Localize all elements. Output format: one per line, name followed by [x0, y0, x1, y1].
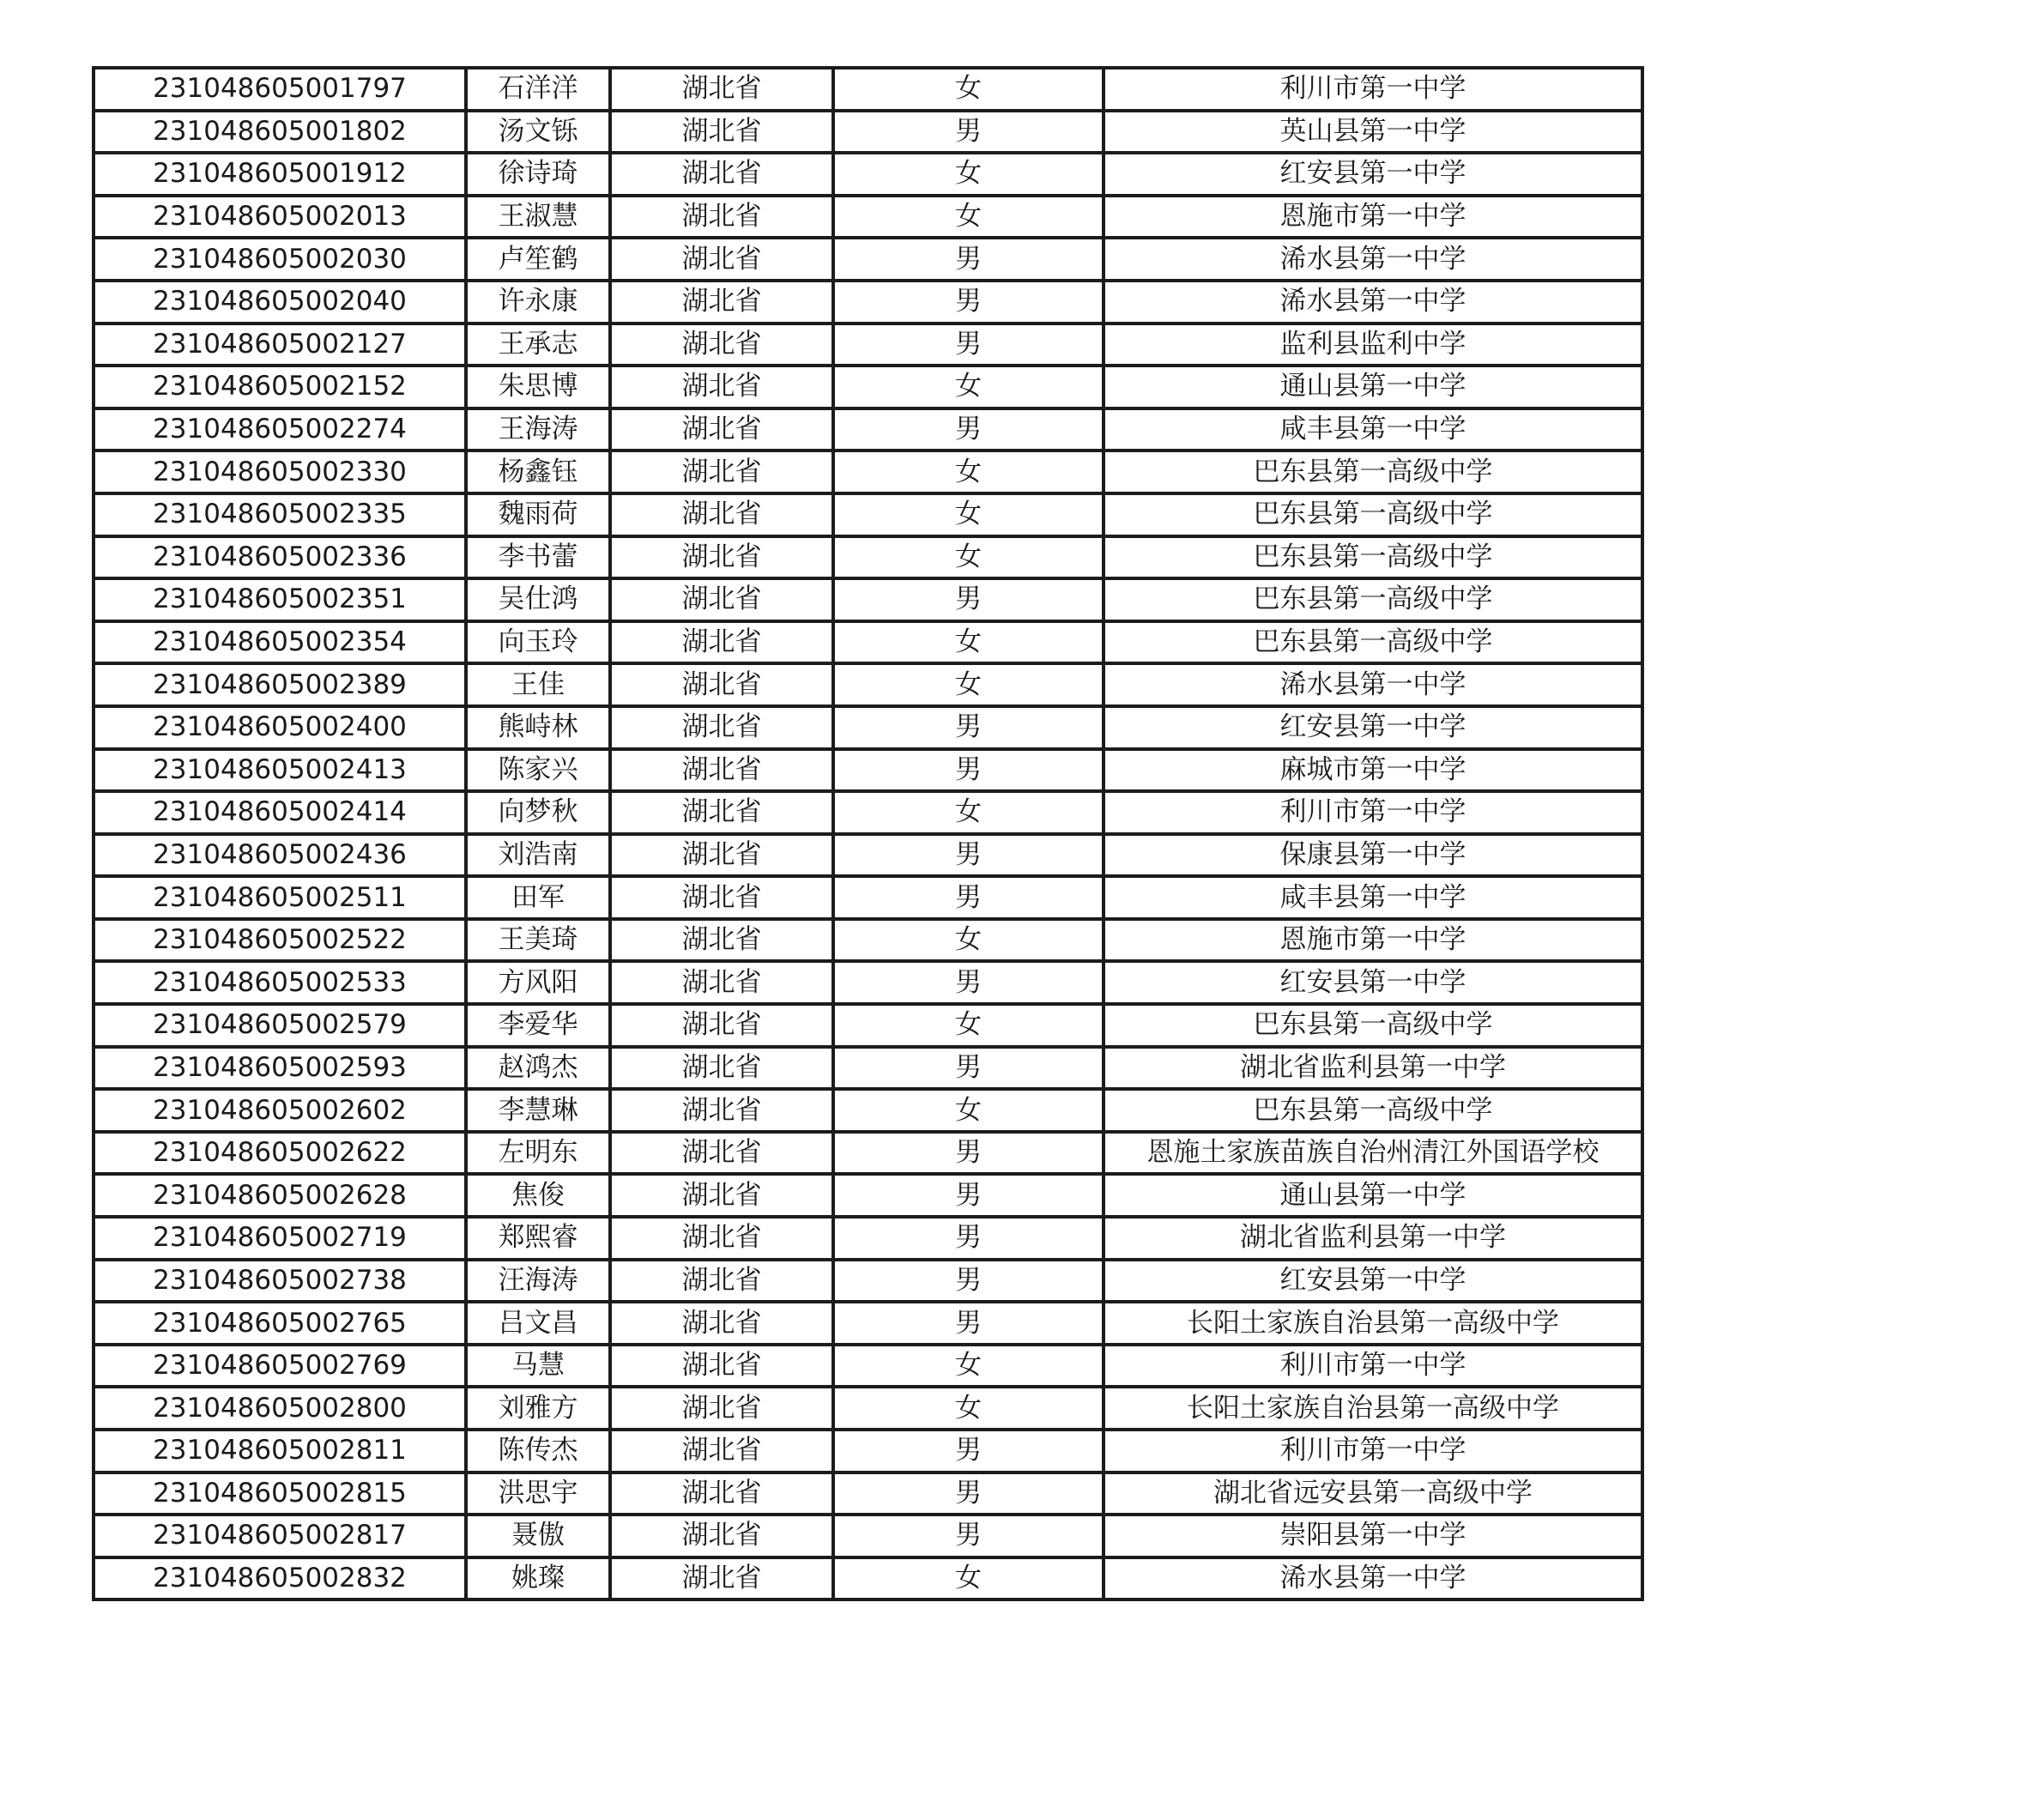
province-cell: 湖北省 [610, 451, 833, 493]
school-cell: 咸丰县第一中学 [1104, 876, 1642, 919]
gender-cell: 男 [833, 1174, 1104, 1217]
school-cell: 红安县第一中学 [1104, 706, 1642, 749]
candidate-id-cell: 231048605002400 [94, 706, 466, 749]
name-cell: 焦俊 [466, 1174, 610, 1217]
province-cell: 湖北省 [610, 1132, 833, 1175]
candidate-id-cell: 231048605002769 [94, 1345, 466, 1388]
candidate-id-cell: 231048605002330 [94, 451, 466, 493]
gender-cell: 女 [833, 919, 1104, 962]
table-row [94, 1217, 1642, 1260]
candidate-id-cell: 231048605002719 [94, 1217, 466, 1260]
province-cell: 湖北省 [610, 578, 833, 621]
table-row [94, 1515, 1642, 1557]
candidate-id-cell: 231048605002351 [94, 578, 466, 621]
province-cell: 湖北省 [610, 153, 833, 196]
province-cell: 湖北省 [610, 961, 833, 1004]
school-cell: 崇阳县第一中学 [1104, 1515, 1642, 1557]
province-cell: 湖北省 [610, 1089, 833, 1132]
table-row [94, 408, 1642, 451]
province-cell: 湖北省 [610, 324, 833, 366]
candidate-id-cell: 231048605002622 [94, 1132, 466, 1175]
school-cell: 浠水县第一中学 [1104, 281, 1642, 324]
name-cell: 吴仕鸿 [466, 578, 610, 621]
province-cell: 湖北省 [610, 1004, 833, 1047]
school-cell: 湖北省监利县第一中学 [1104, 1217, 1642, 1260]
province-cell: 湖北省 [610, 1217, 833, 1260]
school-cell: 湖北省远安县第一高级中学 [1104, 1472, 1642, 1515]
school-cell: 巴东县第一高级中学 [1104, 1004, 1642, 1047]
candidate-id-cell: 231048605002030 [94, 238, 466, 281]
name-cell: 王淑慧 [466, 196, 610, 239]
school-cell: 巴东县第一高级中学 [1104, 1089, 1642, 1132]
province-cell: 湖北省 [610, 1302, 833, 1345]
school-cell: 利川市第一中学 [1104, 1430, 1642, 1472]
province-cell: 湖北省 [610, 238, 833, 281]
school-cell: 咸丰县第一中学 [1104, 408, 1642, 451]
name-cell: 王佳 [466, 663, 610, 706]
province-cell: 湖北省 [610, 663, 833, 706]
table-row [94, 961, 1642, 1004]
gender-cell: 男 [833, 238, 1104, 281]
table-row [94, 621, 1642, 664]
school-cell: 恩施市第一中学 [1104, 919, 1642, 962]
school-cell: 长阳土家族自治县第一高级中学 [1104, 1302, 1642, 1345]
province-cell: 湖北省 [610, 1174, 833, 1217]
candidate-id-cell: 231048605002522 [94, 919, 466, 962]
province-cell: 湖北省 [610, 1472, 833, 1515]
gender-cell: 男 [833, 876, 1104, 919]
school-cell: 利川市第一中学 [1104, 1345, 1642, 1388]
province-cell: 湖北省 [610, 111, 833, 154]
school-cell: 长阳土家族自治县第一高级中学 [1104, 1387, 1642, 1430]
gender-cell: 女 [833, 153, 1104, 196]
table-row [94, 493, 1642, 536]
school-cell: 巴东县第一高级中学 [1104, 493, 1642, 536]
table-row [94, 1089, 1642, 1132]
name-cell: 郑熙睿 [466, 1217, 610, 1260]
candidate-id-cell: 231048605002800 [94, 1387, 466, 1430]
candidate-id-cell: 231048605002533 [94, 961, 466, 1004]
province-cell: 湖北省 [610, 1515, 833, 1557]
name-cell: 姚璨 [466, 1557, 610, 1600]
gender-cell: 女 [833, 663, 1104, 706]
province-cell: 湖北省 [610, 706, 833, 749]
gender-cell: 男 [833, 1217, 1104, 1260]
name-cell: 赵鸿杰 [466, 1047, 610, 1090]
school-cell: 红安县第一中学 [1104, 1260, 1642, 1303]
gender-cell: 男 [833, 749, 1104, 792]
gender-cell: 男 [833, 1132, 1104, 1175]
table-row [94, 706, 1642, 749]
gender-cell: 女 [833, 451, 1104, 493]
table-row [94, 1302, 1642, 1345]
name-cell: 李爱华 [466, 1004, 610, 1047]
province-cell: 湖北省 [610, 876, 833, 919]
roster-sheet [92, 66, 1644, 1601]
table-row [94, 791, 1642, 834]
name-cell: 杨鑫钰 [466, 451, 610, 493]
name-cell: 刘雅方 [466, 1387, 610, 1430]
gender-cell: 男 [833, 578, 1104, 621]
province-cell: 湖北省 [610, 68, 833, 111]
candidate-id-cell: 231048605002811 [94, 1430, 466, 1472]
name-cell: 魏雨荷 [466, 493, 610, 536]
table-row [94, 196, 1642, 239]
candidate-id-cell: 231048605002817 [94, 1515, 466, 1557]
school-cell: 利川市第一中学 [1104, 68, 1642, 111]
name-cell: 左明东 [466, 1132, 610, 1175]
school-cell: 红安县第一中学 [1104, 153, 1642, 196]
province-cell: 湖北省 [610, 791, 833, 834]
table-row [94, 536, 1642, 579]
table-row [94, 238, 1642, 281]
table-row [94, 451, 1642, 493]
name-cell: 李书蕾 [466, 536, 610, 579]
candidate-id-cell: 231048605002040 [94, 281, 466, 324]
province-cell: 湖北省 [610, 919, 833, 962]
table-row [94, 68, 1642, 111]
province-cell: 湖北省 [610, 621, 833, 664]
gender-cell: 男 [833, 961, 1104, 1004]
candidate-id-cell: 231048605002414 [94, 791, 466, 834]
school-cell: 浠水县第一中学 [1104, 663, 1642, 706]
gender-cell: 女 [833, 1557, 1104, 1600]
candidate-id-cell: 231048605002335 [94, 493, 466, 536]
gender-cell: 男 [833, 281, 1104, 324]
school-cell: 湖北省监利县第一中学 [1104, 1047, 1642, 1090]
name-cell: 许永康 [466, 281, 610, 324]
school-cell: 保康县第一中学 [1104, 834, 1642, 877]
province-cell: 湖北省 [610, 408, 833, 451]
name-cell: 石洋洋 [466, 68, 610, 111]
candidate-id-cell: 231048605002579 [94, 1004, 466, 1047]
province-cell: 湖北省 [610, 1430, 833, 1472]
gender-cell: 男 [833, 1260, 1104, 1303]
candidate-id-cell: 231048605002436 [94, 834, 466, 877]
school-cell: 巴东县第一高级中学 [1104, 578, 1642, 621]
table-row [94, 663, 1642, 706]
name-cell: 汤文铄 [466, 111, 610, 154]
school-cell: 监利县监利中学 [1104, 324, 1642, 366]
name-cell: 王承志 [466, 324, 610, 366]
province-cell: 湖北省 [610, 1557, 833, 1600]
name-cell: 马慧 [466, 1345, 610, 1388]
province-cell: 湖北省 [610, 1345, 833, 1388]
name-cell: 吕文昌 [466, 1302, 610, 1345]
school-cell: 通山县第一中学 [1104, 1174, 1642, 1217]
gender-cell: 女 [833, 68, 1104, 111]
candidate-id-cell: 231048605002738 [94, 1260, 466, 1303]
province-cell: 湖北省 [610, 196, 833, 239]
name-cell: 卢笙鹤 [466, 238, 610, 281]
school-cell: 麻城市第一中学 [1104, 749, 1642, 792]
candidate-id-cell: 231048605002832 [94, 1557, 466, 1600]
name-cell: 朱思博 [466, 366, 610, 408]
province-cell: 湖北省 [610, 493, 833, 536]
name-cell: 汪海涛 [466, 1260, 610, 1303]
school-cell: 恩施土家族苗族自治州清江外国语学校 [1104, 1132, 1642, 1175]
gender-cell: 男 [833, 324, 1104, 366]
table-row [94, 1004, 1642, 1047]
gender-cell: 女 [833, 196, 1104, 239]
name-cell: 洪思宇 [466, 1472, 610, 1515]
candidate-id-cell: 231048605002336 [94, 536, 466, 579]
candidate-id-cell: 231048605002628 [94, 1174, 466, 1217]
candidate-id-cell: 231048605002815 [94, 1472, 466, 1515]
table-row [94, 1345, 1642, 1388]
school-cell: 巴东县第一高级中学 [1104, 451, 1642, 493]
gender-cell: 男 [833, 1472, 1104, 1515]
province-cell: 湖北省 [610, 1387, 833, 1430]
gender-cell: 女 [833, 621, 1104, 664]
candidate-id-cell: 231048605002413 [94, 749, 466, 792]
table-row [94, 578, 1642, 621]
table-row [94, 919, 1642, 962]
school-cell: 红安县第一中学 [1104, 961, 1642, 1004]
school-cell: 通山县第一中学 [1104, 366, 1642, 408]
province-cell: 湖北省 [610, 366, 833, 408]
province-cell: 湖北省 [610, 536, 833, 579]
candidate-id-cell: 231048605002389 [94, 663, 466, 706]
gender-cell: 女 [833, 1345, 1104, 1388]
name-cell: 方风阳 [466, 961, 610, 1004]
roster-table [92, 66, 1644, 1601]
candidate-id-cell: 231048605001912 [94, 153, 466, 196]
name-cell: 向玉玲 [466, 621, 610, 664]
gender-cell: 男 [833, 111, 1104, 154]
school-cell: 巴东县第一高级中学 [1104, 536, 1642, 579]
gender-cell: 男 [833, 834, 1104, 877]
table-row [94, 324, 1642, 366]
candidate-id-cell: 231048605002013 [94, 196, 466, 239]
name-cell: 陈家兴 [466, 749, 610, 792]
gender-cell: 女 [833, 366, 1104, 408]
name-cell: 李慧琳 [466, 1089, 610, 1132]
table-row [94, 1472, 1642, 1515]
table-row [94, 281, 1642, 324]
table-row [94, 876, 1642, 919]
candidate-id-cell: 231048605002593 [94, 1047, 466, 1090]
gender-cell: 男 [833, 1430, 1104, 1472]
school-cell: 浠水县第一中学 [1104, 1557, 1642, 1600]
gender-cell: 男 [833, 706, 1104, 749]
table-row [94, 1260, 1642, 1303]
candidate-id-cell: 231048605002511 [94, 876, 466, 919]
school-cell: 巴东县第一高级中学 [1104, 621, 1642, 664]
gender-cell: 女 [833, 1089, 1104, 1132]
province-cell: 湖北省 [610, 749, 833, 792]
gender-cell: 女 [833, 1387, 1104, 1430]
name-cell: 陈传杰 [466, 1430, 610, 1472]
candidate-id-cell: 231048605002274 [94, 408, 466, 451]
school-cell: 英山县第一中学 [1104, 111, 1642, 154]
name-cell: 田军 [466, 876, 610, 919]
table-row [94, 153, 1642, 196]
school-cell: 浠水县第一中学 [1104, 238, 1642, 281]
name-cell: 向梦秋 [466, 791, 610, 834]
table-row [94, 1132, 1642, 1175]
table-row [94, 366, 1642, 408]
candidate-id-cell: 231048605002152 [94, 366, 466, 408]
name-cell: 徐诗琦 [466, 153, 610, 196]
province-cell: 湖北省 [610, 1260, 833, 1303]
gender-cell: 女 [833, 536, 1104, 579]
table-row [94, 749, 1642, 792]
school-cell: 恩施市第一中学 [1104, 196, 1642, 239]
gender-cell: 女 [833, 493, 1104, 536]
gender-cell: 男 [833, 1302, 1104, 1345]
gender-cell: 男 [833, 408, 1104, 451]
school-cell: 利川市第一中学 [1104, 791, 1642, 834]
table-row [94, 1174, 1642, 1217]
table-row [94, 111, 1642, 154]
gender-cell: 女 [833, 1004, 1104, 1047]
table-row [94, 834, 1642, 877]
roster-table-body [94, 68, 1642, 1599]
candidate-id-cell: 231048605001797 [94, 68, 466, 111]
table-row [94, 1387, 1642, 1430]
name-cell: 王海涛 [466, 408, 610, 451]
province-cell: 湖北省 [610, 281, 833, 324]
province-cell: 湖北省 [610, 1047, 833, 1090]
name-cell: 刘浩南 [466, 834, 610, 877]
candidate-id-cell: 231048605002765 [94, 1302, 466, 1345]
gender-cell: 女 [833, 791, 1104, 834]
candidate-id-cell: 231048605002354 [94, 621, 466, 664]
gender-cell: 男 [833, 1515, 1104, 1557]
name-cell: 熊峙林 [466, 706, 610, 749]
name-cell: 聂傲 [466, 1515, 610, 1557]
candidate-id-cell: 231048605001802 [94, 111, 466, 154]
table-row [94, 1557, 1642, 1600]
table-row [94, 1047, 1642, 1090]
table-row [94, 1430, 1642, 1472]
gender-cell: 男 [833, 1047, 1104, 1090]
candidate-id-cell: 231048605002127 [94, 324, 466, 366]
candidate-id-cell: 231048605002602 [94, 1089, 466, 1132]
name-cell: 王美琦 [466, 919, 610, 962]
province-cell: 湖北省 [610, 834, 833, 877]
